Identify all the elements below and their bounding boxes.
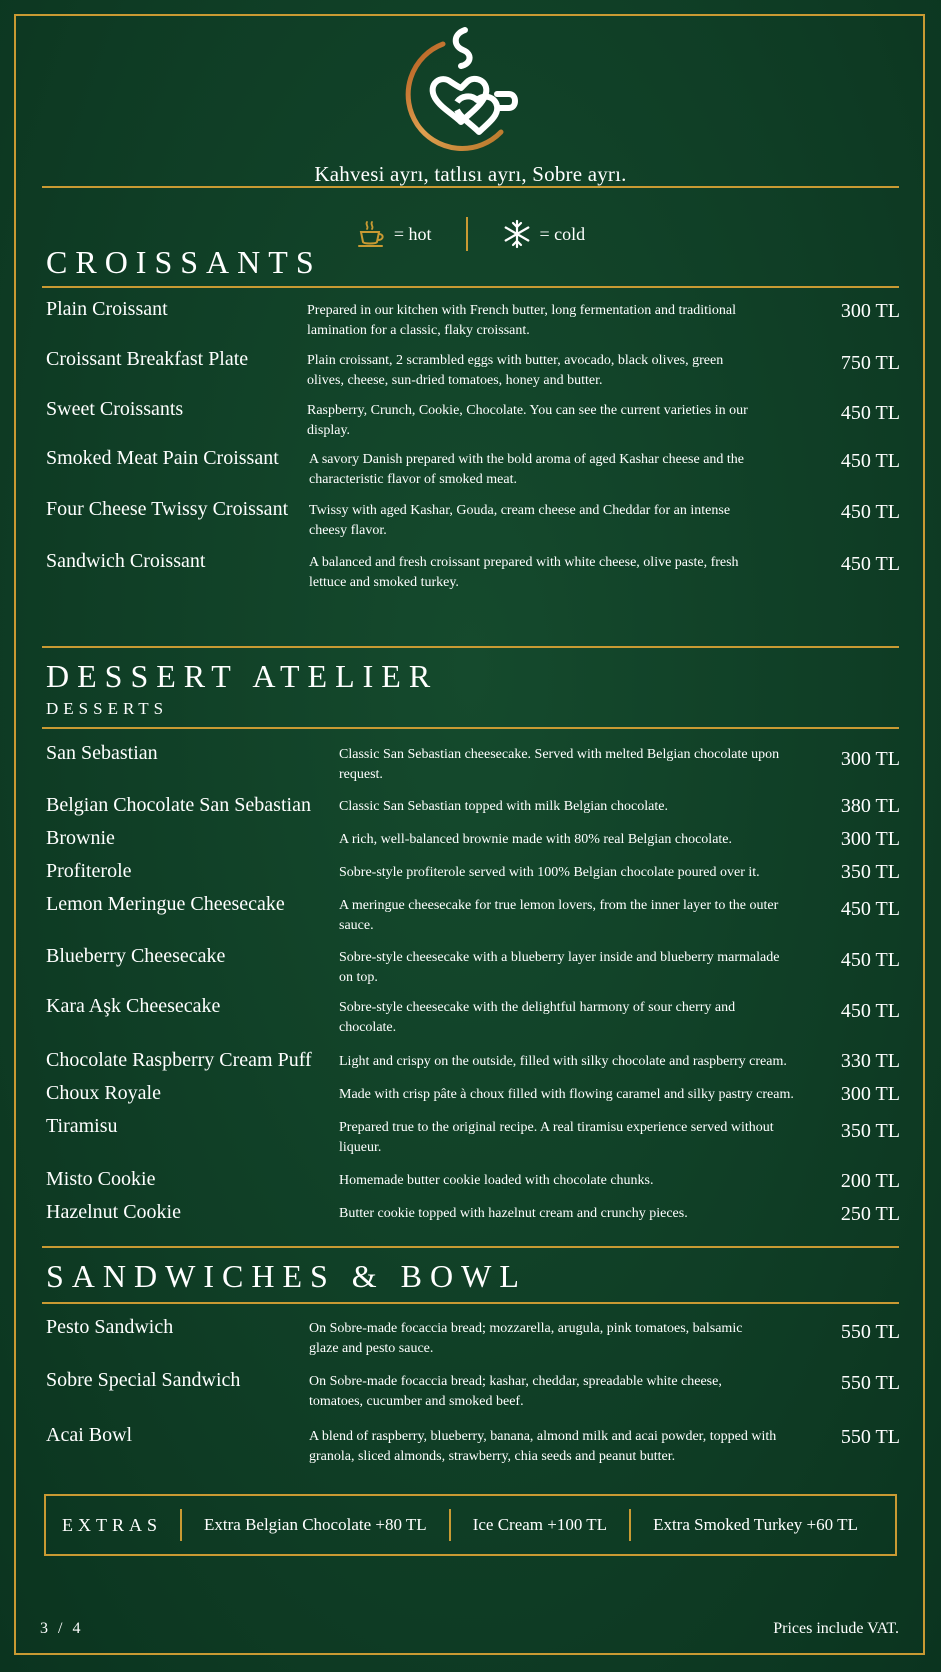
item-name: Tiramisu <box>46 1115 118 1137</box>
item-name: Sobre Special Sandwich <box>46 1369 241 1391</box>
item-description: Sobre-style profiterole served with 100% Belgian chocolate poured over it. <box>339 865 760 880</box>
vat-note: Prices include VAT. <box>773 1620 899 1637</box>
item-name: Brownie <box>46 827 115 849</box>
item-price: 250 TL <box>840 1203 900 1225</box>
item-name: Four Cheese Twissy Croissant <box>46 498 289 520</box>
item-price: 550 TL <box>840 1372 900 1394</box>
item-description: A balanced and fresh croissant prepared with white cheese, olive paste, fresh lettuce and smoked turkey. <box>309 555 739 590</box>
item-description: Prepared true to the original recipe. A real tiramisu experience served without liqueur. <box>339 1120 774 1155</box>
section-title-desserts: DESSERT ATELIER <box>46 658 439 694</box>
item-name: Hazelnut Cookie <box>46 1201 181 1223</box>
item-description: Made with crisp pâte à choux filled with flowing caramel and silky pastry cream. <box>339 1087 794 1102</box>
item-description: Sobre-style cheesecake with a blueberry layer inside and blueberry marmalade on top. <box>339 950 780 985</box>
item-price: 450 TL <box>840 1000 900 1022</box>
hot-cup-icon <box>356 219 386 249</box>
item-price: 350 TL <box>840 1120 900 1142</box>
divider <box>42 286 899 288</box>
item-price: 450 TL <box>840 450 900 472</box>
section-title-croissants: CROISSANTS <box>46 244 322 280</box>
item-price: 450 TL <box>840 553 900 575</box>
item-price: 350 TL <box>840 861 900 883</box>
item-name: Blueberry Cheesecake <box>46 945 226 967</box>
item-name: Chocolate Raspberry Cream Puff <box>46 1049 312 1071</box>
page-number: 3 / 4 <box>40 1620 84 1637</box>
legend-separator <box>466 217 468 251</box>
extra-item: Extra Belgian Chocolate +80 TL <box>204 1515 427 1534</box>
item-description: On Sobre-made focaccia bread; kashar, cheddar, spreadable white cheese, tomatoes, cucumber and smoked beef. <box>309 1374 722 1409</box>
item-name: San Sebastian <box>46 742 158 764</box>
item-name: Acai Bowl <box>46 1424 133 1446</box>
item-name: Profiterole <box>46 860 132 882</box>
divider <box>42 1302 899 1304</box>
item-description: A meringue cheesecake for true lemon lovers, from the inner layer to the outer sauce. <box>339 898 779 933</box>
item-price: 450 TL <box>840 898 900 920</box>
legend-cold <box>502 219 586 249</box>
item-price: 300 TL <box>840 300 900 322</box>
extra-item: Ice Cream +100 TL <box>472 1515 608 1534</box>
divider <box>42 727 899 729</box>
item-description: Homemade butter cookie loaded with chocolate chunks. <box>339 1173 654 1188</box>
item-description: Classic San Sebastian cheesecake. Served with melted Belgian chocolate upon request. <box>339 747 780 782</box>
item-name: Misto Cookie <box>46 1168 156 1190</box>
item-price: 450 TL <box>840 949 900 971</box>
item-name: Belgian Chocolate San Sebastian <box>46 794 311 816</box>
item-price: 380 TL <box>840 795 900 817</box>
legend-hot <box>356 219 432 249</box>
item-description: A savory Danish prepared with the bold aroma of aged Kashar cheese and the characteristic flavor of smoked meat. <box>309 452 745 487</box>
item-name: Choux Royale <box>46 1082 161 1104</box>
item-description: Sobre-style cheesecake with the delightful harmony of sour cherry and chocolate. <box>339 1000 736 1035</box>
item-name: Sweet Croissants <box>46 398 184 420</box>
divider <box>42 186 899 188</box>
item-description: A blend of raspberry, blueberry, banana, almond milk and acai powder, topped with granola, sliced almonds, strawberry, chia seeds and peanut butter. <box>309 1429 777 1464</box>
item-price: 300 TL <box>840 748 900 770</box>
item-price: 750 TL <box>840 352 900 374</box>
divider <box>42 1246 899 1248</box>
item-name: Sandwich Croissant <box>46 550 206 572</box>
section-title-sandwiches: SANDWICHES & BOWL <box>46 1258 527 1294</box>
item-description: Plain croissant, 2 scrambled eggs with butter, avocado, black olives, green olives, cheese, sun-dried tomatoes, honey and butter. <box>307 353 724 388</box>
item-price: 450 TL <box>840 402 900 424</box>
item-price: 550 TL <box>840 1426 900 1448</box>
item-price: 330 TL <box>840 1050 900 1072</box>
item-price: 200 TL <box>840 1170 900 1192</box>
item-price: 550 TL <box>840 1321 900 1343</box>
extra-item: Extra Smoked Turkey +60 TL <box>653 1515 858 1534</box>
item-name: Pesto Sandwich <box>46 1316 174 1338</box>
item-price: 300 TL <box>840 1083 900 1105</box>
item-description: Twissy with aged Kashar, Gouda, cream cheese and Cheddar for an intense cheesy flavor. <box>309 503 731 538</box>
item-name: Smoked Meat Pain Croissant <box>46 447 279 469</box>
item-name: Croissant Breakfast Plate <box>46 348 249 370</box>
item-price: 450 TL <box>840 501 900 523</box>
extras-label: EXTRAS <box>62 1514 163 1535</box>
tagline: Kahvesi ayrı, tatlısı ayrı, Sobre ayrı. <box>314 162 627 186</box>
item-name: Kara Aşk Cheesecake <box>46 995 221 1017</box>
item-description: Light and crispy on the outside, filled with silky chocolate and raspberry cream. <box>339 1054 787 1069</box>
section-subtitle-desserts: DESSERTS <box>46 699 169 718</box>
item-description: On Sobre-made focaccia bread; mozzarella, arugula, pink tomatoes, balsamic glaze and pesto sauce. <box>309 1321 743 1356</box>
extras-box <box>44 1494 897 1556</box>
item-price: 300 TL <box>840 828 900 850</box>
item-description: Classic San Sebastian topped with milk Belgian chocolate. <box>339 799 668 814</box>
item-description: Prepared in our kitchen with French butter, long fermentation and traditional lamination for a classic, flaky croissant. <box>307 303 737 338</box>
divider <box>42 646 899 648</box>
cold-label: = cold <box>539 223 586 244</box>
item-description: Raspberry, Crunch, Cookie, Chocolate. You can see the current varieties in our display. <box>307 403 748 438</box>
snowflake-icon <box>502 219 532 249</box>
item-name: Lemon Meringue Cheesecake <box>46 893 285 915</box>
item-description: Butter cookie topped with hazelnut cream and crunchy pieces. <box>339 1206 688 1221</box>
cafe-logo-icon <box>405 22 537 154</box>
item-name: Plain Croissant <box>46 298 168 320</box>
hot-label: = hot <box>393 223 432 244</box>
item-description: A rich, well-balanced brownie made with 80% real Belgian chocolate. <box>339 832 733 847</box>
